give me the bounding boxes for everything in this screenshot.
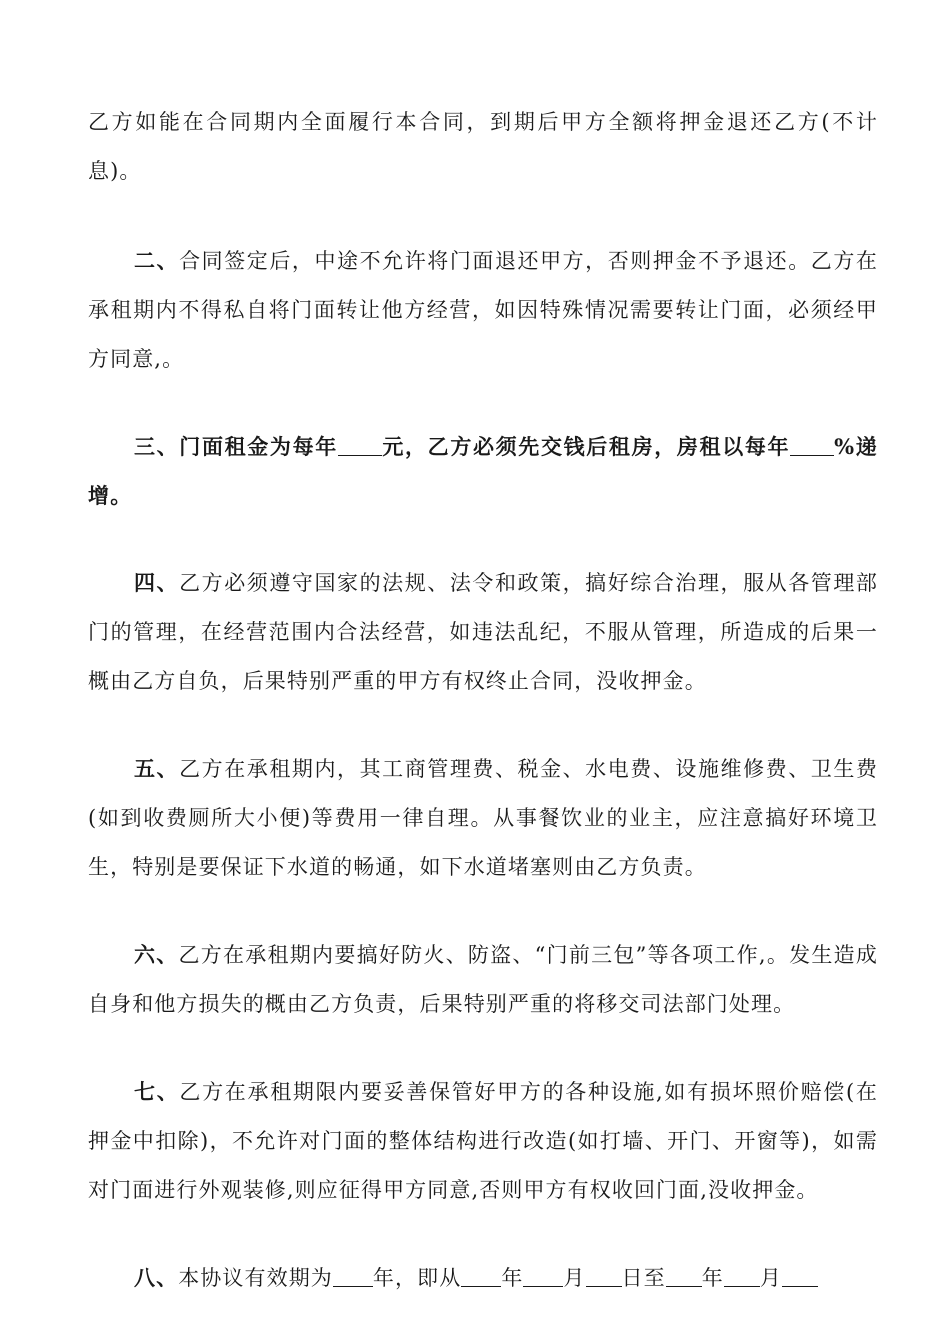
clause-8-text-c: 年 — [501, 1266, 524, 1290]
clause-4-text: 乙方必须遵守国家的法规、法令和政策，搞好综合治理，服从各管理部门的管理，在经营范围内合法经营，如违法乱纪，不服从管理，所造成的后果一概由乙方自负，后果特别严重的甲方有权终止合同，没收押金。 — [88, 571, 878, 693]
clause-3-text-a: 三、门面租金为每年 — [134, 434, 338, 459]
clause-5-text: 乙方在承租期内，其工商管理费、税金、水电费、设施维修费、卫生费(如到收费厕所大小便)等费用一律自理。从事餐饮业的业主，应注意搞好环境卫生，特别是要保证下水道的畅通，如下水道堵塞则由乙方负责。 — [88, 757, 878, 879]
end-month-blank — [724, 1264, 760, 1287]
clause-8-text-a: 本协议有效期为 — [178, 1266, 333, 1290]
start-day-blank — [586, 1264, 622, 1287]
clause-8-text-b: 年，即从 — [372, 1266, 462, 1290]
clause-7-number: 七、 — [134, 1079, 180, 1104]
document-page — [88, 98, 878, 1341]
clause-6-text: 乙方在承租期内要搞好防火、防盗、“门前三包”等各项工作,。发生造成自身和他方损失的概由乙方负责，后果特别严重的将移交司法部门处理。 — [88, 943, 878, 1016]
clause-8-text-e: 日至 — [621, 1266, 666, 1290]
start-month-blank — [523, 1264, 563, 1287]
clause-6 — [88, 930, 878, 1029]
clause-7-text: 乙方在承租期限内要妥善保管好甲方的各种设施,如有损坏照价赔偿(在押金中扣除)，不允许对门面的整体结构进行改造(如打墙、开门、开窗等)，如需对门面进行外观装修,则应征得甲方同意,否则甲方有权收回门面,没收押金。 — [88, 1080, 878, 1202]
clause-2-text: 合同签定后，中途不允许将门面退还甲方，否则押金不予退还。乙方在承租期内不得私自将门面转让他方经营，如因特殊情况需要转让门面，必须经甲方同意,。 — [88, 249, 878, 371]
clause-5 — [88, 744, 878, 892]
clause-5-number: 五、 — [134, 756, 180, 781]
start-year-blank — [461, 1264, 501, 1287]
clause-2-number: 二、 — [134, 248, 180, 273]
clause-3 — [88, 422, 878, 520]
clause-8-number: 八、 — [134, 1265, 179, 1290]
end-day-blank — [782, 1264, 818, 1287]
clause-3-text-c: %递增。 — [88, 434, 878, 508]
clause-8-text-d: 月 — [563, 1266, 586, 1290]
clause-8-text-g: 月 — [759, 1266, 782, 1290]
paragraph-deposit-refund: 乙方如能在合同期内全面履行本合同，到期后甲方全额将押金退还乙方(不计息)。 — [88, 110, 878, 183]
clause-8 — [88, 1253, 878, 1303]
rent-amount-blank — [338, 433, 382, 456]
clause-3-text-b: 元，乙方必须先交钱后租房，房租以每年 — [381, 434, 791, 459]
clause-2 — [88, 236, 878, 384]
increase-rate-blank — [790, 433, 834, 456]
clause-6-number: 六、 — [134, 942, 179, 967]
clause-4-number: 四、 — [134, 570, 180, 595]
clause-4 — [88, 558, 878, 706]
end-year-blank — [666, 1264, 702, 1287]
clause-8-text-f: 年 — [701, 1266, 724, 1290]
term-years-blank — [333, 1264, 373, 1287]
clause-7 — [88, 1067, 878, 1215]
